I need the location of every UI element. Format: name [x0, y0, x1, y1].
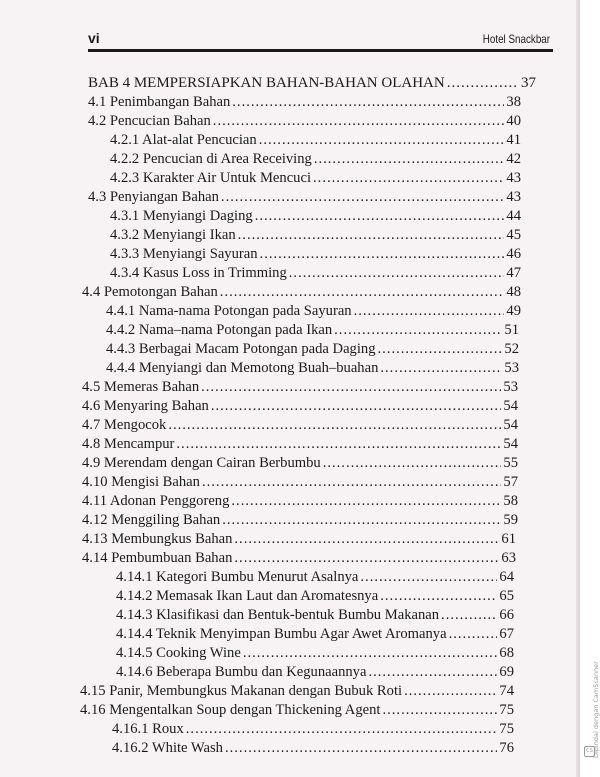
toc-entry-label: 4.1 Penimbangan Bahan	[88, 94, 231, 110]
toc-entry-4-4-1	[106, 302, 521, 321]
toc-entry-label: 4.4.4 Menyiangi dan Memotong Buah–buahan	[106, 360, 379, 376]
toc-entry-label: BAB 4 MEMPERSIAPKAN BAHAN-BAHAN OLAHAN	[88, 75, 445, 91]
toc-entry-page: 74	[499, 683, 514, 699]
toc-leader-dots	[222, 511, 501, 530]
toc-entry-4-5	[82, 378, 518, 397]
toc-entry-label: 4.3 Penyiangan Bahan	[88, 189, 219, 205]
camscanner-logo-icon: CS	[584, 746, 595, 757]
toc-entry-label: 4.14 Pembumbuan Bahan	[82, 550, 233, 566]
toc-entry-label: 4.14.5 Cooking Wine	[116, 645, 241, 661]
toc-entry-4-14	[82, 549, 516, 568]
toc-entry-label: 4.14.3 Klasifikasi dan Bentuk-bentuk Bumbu Makanan	[116, 607, 440, 623]
toc-entry-page: 76	[499, 740, 514, 756]
toc-leader-dots	[221, 188, 504, 207]
toc-entry-label: 4.3.4 Kasus Loss in Trimming	[110, 265, 287, 281]
toc-leader-dots	[323, 454, 502, 473]
toc-entry-label: 4.2.1 Alat-alat Pencucian	[110, 132, 257, 148]
toc-leader-dots	[334, 321, 502, 340]
toc-leader-dots	[314, 150, 505, 169]
toc-entry-page: 43	[506, 189, 521, 205]
toc-entry-label: 4.11 Adonan Penggoreng	[82, 493, 230, 509]
toc-entry-label: 4.7 Mengocok	[82, 417, 167, 433]
toc-entry-4-14-5	[116, 644, 514, 663]
toc-leader-dots	[360, 568, 497, 587]
toc-entry-label: 4.3.1 Menyiangi Daging	[110, 208, 253, 224]
toc-leader-dots	[202, 473, 501, 492]
toc-entry-page: 54	[503, 398, 518, 414]
toc-entry-4-3-4	[110, 264, 521, 283]
toc-entry-label: 4.10 Mengisi Bahan	[82, 474, 200, 490]
toc-entry-label: 4.15 Panir, Membungkus Makanan dengan Bubuk Roti	[80, 683, 403, 699]
toc-entry-page: 64	[499, 569, 514, 585]
running-head: Hotel Snackbar	[482, 32, 550, 46]
toc-leader-dots	[447, 74, 519, 93]
toc-entry-page: 48	[506, 284, 521, 300]
toc-entry-4-3-2	[110, 226, 521, 245]
page-number: vi	[88, 30, 100, 46]
toc-entry-page: 75	[499, 702, 514, 718]
toc-entry-page: 43	[506, 170, 521, 186]
toc-entry-label: 4.6 Menyaring Bahan	[82, 398, 209, 414]
toc-entry-page: 68	[499, 645, 514, 661]
toc-leader-dots	[354, 302, 505, 321]
toc-leader-dots	[234, 549, 499, 568]
toc-entry-label: 4.16.2 White Wash	[112, 740, 223, 756]
toc-entry-4-15	[80, 682, 514, 701]
toc-entry-label: 4.9 Merendam dengan Cairan Berbumbu	[82, 455, 321, 471]
toc-leader-dots	[380, 359, 502, 378]
toc-leader-dots	[441, 606, 497, 625]
toc-entry-4-3-3	[110, 245, 521, 264]
toc-entry-4-3	[88, 188, 521, 207]
toc-entry-4-4-3	[106, 340, 519, 359]
toc-leader-dots	[231, 492, 501, 511]
toc-entry-page: 65	[499, 588, 514, 604]
toc-entry-4-13	[82, 530, 516, 549]
toc-entry-4-14-1	[116, 568, 514, 587]
toc-entry-label: 4.14.4 Teknik Menyimpan Bumbu Agar Awet Aromanya	[116, 626, 447, 642]
toc-entry-page: 58	[503, 493, 518, 509]
toc-entry-page: 52	[504, 341, 519, 357]
toc-entry-label: 4.2.2 Pencucian di Area Receiving	[110, 151, 312, 167]
toc-leader-dots	[225, 739, 497, 758]
toc-entry-4-9	[82, 454, 518, 473]
toc-entry-4-14-3	[116, 606, 514, 625]
toc-entry-4-2-3	[110, 169, 521, 188]
toc-leader-dots	[380, 587, 497, 606]
toc-entry-4-1	[88, 93, 521, 112]
toc-entry-label: 4.3.2 Menyiangi Ikan	[110, 227, 236, 243]
toc-leader-dots	[313, 169, 504, 188]
toc-leader-dots	[289, 264, 505, 283]
toc-entry-page: 41	[506, 132, 521, 148]
toc-leader-dots	[243, 644, 498, 663]
toc-entry-page: 53	[504, 360, 519, 376]
toc-entry-label: 4.14.6 Beberapa Bumbu dan Kegunaannya	[116, 664, 367, 680]
toc-entry-page: 45	[506, 227, 521, 243]
toc-entry-page: 75	[499, 721, 514, 737]
toc-leader-dots	[168, 416, 501, 435]
toc-entry-page: 38	[506, 94, 521, 110]
toc-leader-dots	[232, 93, 504, 112]
scanner-watermark	[582, 640, 600, 760]
toc-entry-4-2-1	[110, 131, 521, 150]
toc-entry-page: 49	[506, 303, 521, 319]
toc-entry-page: 53	[503, 379, 518, 395]
toc-leader-dots	[176, 435, 501, 454]
toc-entry-page: 40	[506, 113, 521, 129]
toc-entry-4-14-6	[116, 663, 514, 682]
toc-entry-page: 42	[506, 151, 521, 167]
toc-leader-dots	[259, 131, 505, 150]
toc-entry-label: 4.14.2 Memasak Ikan Laut dan Aromatesnya	[116, 588, 379, 604]
toc-leader-dots	[368, 663, 497, 682]
toc-leader-dots	[238, 226, 505, 245]
toc-entry-page: 61	[501, 531, 516, 547]
toc-entry-label: 4.4 Pemotongan Bahan	[82, 284, 218, 300]
scanner-watermark-text: Dipindai dengan CamScanner	[592, 661, 600, 758]
toc-leader-dots	[255, 207, 505, 226]
toc-entry-4-2	[88, 112, 521, 131]
toc-entry-4-11	[82, 492, 518, 511]
toc-entry-page: 44	[506, 208, 521, 224]
toc-leader-dots	[404, 682, 497, 701]
toc-entry-page: 46	[506, 246, 521, 262]
toc-entry-4-3-1	[110, 207, 521, 226]
toc-entry-label: 4.16 Mengentalkan Soup dengan Thickening Agent	[80, 702, 381, 718]
toc-leader-dots	[211, 397, 502, 416]
toc-leader-dots	[449, 625, 498, 644]
toc-entry-4-2-2	[110, 150, 521, 169]
toc-leader-dots	[234, 530, 499, 549]
toc-leader-dots	[213, 112, 505, 131]
toc-entry-label: 4.14.1 Kategori Bumbu Menurut Asalnya	[116, 569, 359, 585]
toc-leader-dots	[220, 283, 505, 302]
toc-entry-page: 69	[499, 664, 514, 680]
toc-entry-4-12	[82, 511, 518, 530]
toc-entry-4-8	[82, 435, 518, 454]
toc-leader-dots	[260, 245, 505, 264]
toc-entry-4-4-4	[106, 359, 519, 378]
toc-entry-page: 59	[503, 512, 518, 528]
toc-entry-label: 4.12 Menggiling Bahan	[82, 512, 221, 528]
toc-entry-4-16-2	[112, 739, 514, 758]
toc-entry-page: 63	[501, 550, 516, 566]
toc-entry-page: 67	[499, 626, 514, 642]
toc-entry-4-7	[82, 416, 518, 435]
toc-entry-page: 47	[506, 265, 521, 281]
toc-entry-label: 4.2 Pencucian Bahan	[88, 113, 211, 129]
toc-entry-page: 54	[503, 417, 518, 433]
toc-entry-label: 4.16.1 Roux	[112, 721, 184, 737]
toc-entry-label: 4.3.3 Menyiangi Sayuran	[110, 246, 258, 262]
page-header	[88, 28, 550, 50]
toc-leader-dots	[186, 720, 498, 739]
toc-entry-4-14-2	[116, 587, 514, 606]
toc-entry-label: 4.5 Memeras Bahan	[82, 379, 200, 395]
toc-entry-4-4	[82, 283, 521, 302]
toc-leader-dots	[378, 340, 503, 359]
toc-entry-label: 4.8 Mencampur	[82, 436, 175, 452]
toc-entry-label: 4.4.2 Nama–nama Potongan pada Ikan	[106, 322, 333, 338]
toc-entry-chapter-4	[88, 74, 536, 93]
toc-entry-4-16	[80, 701, 514, 720]
toc-entry-page: 54	[503, 436, 518, 452]
toc-entry-4-6	[82, 397, 518, 416]
toc-leader-dots	[201, 378, 501, 397]
toc-entry-page: 51	[504, 322, 519, 338]
toc-entry-4-4-2	[106, 321, 519, 340]
toc-entry-label: 4.13 Membungkus Bahan	[82, 531, 233, 547]
toc-leader-dots	[382, 701, 497, 720]
toc-entry-page: 37	[521, 75, 536, 91]
toc-entry-label: 4.4.3 Berbagai Macam Potongan pada Daging	[106, 341, 376, 357]
toc-entry-page: 55	[503, 455, 518, 471]
toc-entry-4-10	[82, 473, 518, 492]
header-rule	[88, 49, 553, 52]
toc-entry-label: 4.2.3 Karakter Air Untuk Mencuci	[110, 170, 312, 186]
toc-entry-label: 4.4.1 Nama-nama Potongan pada Sayuran	[106, 303, 352, 319]
toc-entry-page: 66	[499, 607, 514, 623]
toc-entry-4-16-1	[112, 720, 514, 739]
toc-entry-4-14-4	[116, 625, 514, 644]
toc-entry-page: 57	[503, 474, 518, 490]
